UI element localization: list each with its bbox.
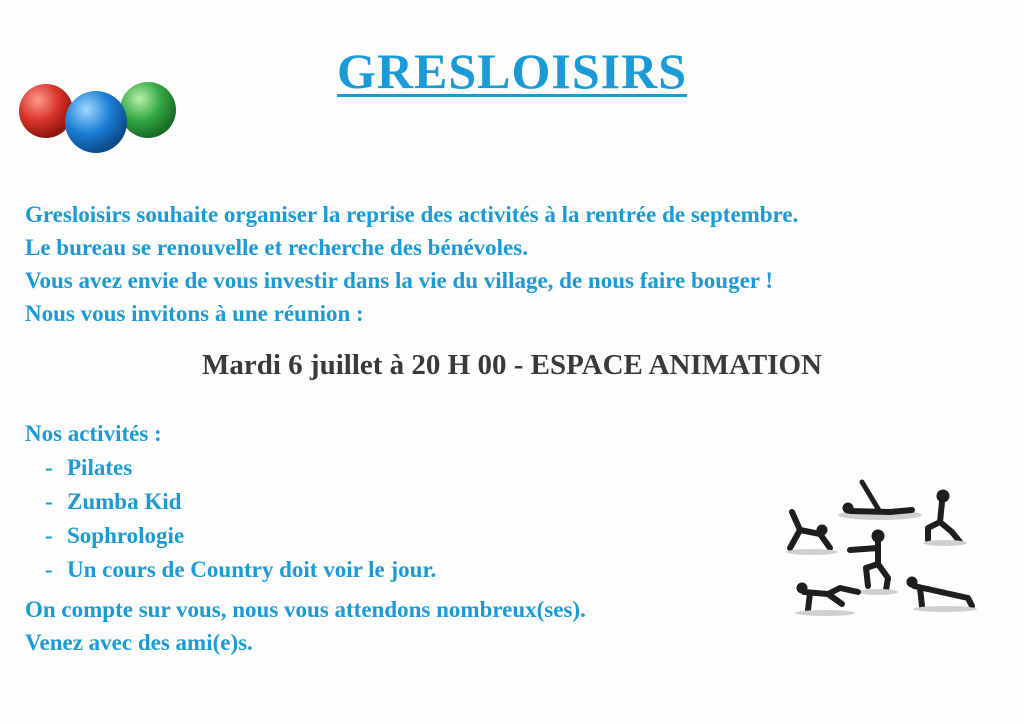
- closing-line: On compte sur vous, nous vous attendons nombreux(ses).: [25, 597, 586, 622]
- intro-line: Le bureau se renouvelle et recherche des bénévoles.: [25, 235, 528, 260]
- activities-list: [25, 451, 725, 587]
- activities-section: [25, 417, 725, 587]
- intro-line: Gresloisirs souhaite organiser la reprise des activités à la rentrée de septembre.: [25, 202, 799, 227]
- closing-paragraph: [25, 593, 785, 659]
- activity-label: Un cours de Country doit voir le jour.: [67, 557, 437, 582]
- activity-label: Sophrologie: [67, 523, 185, 548]
- list-item: - Un cours de Country doit voir le jour.: [45, 557, 437, 582]
- intro-line: Nous vous invitons à une réunion :: [25, 301, 364, 326]
- activities-heading: Nos activités :: [25, 421, 162, 446]
- intro-line: Vous avez envie de vous investir dans la vie du village, de nous faire bouger !: [25, 268, 773, 293]
- list-item: - Zumba Kid: [45, 489, 182, 514]
- page-title: GRESLOISIRS: [336, 43, 688, 99]
- activity-label: Zumba Kid: [67, 489, 182, 514]
- intro-paragraph: [25, 198, 1015, 330]
- list-item: - Sophrologie: [45, 523, 185, 548]
- closing-line: Venez avec des ami(e)s.: [25, 630, 253, 655]
- list-item: - Pilates: [45, 455, 133, 480]
- exercise-silhouettes-icon: [780, 470, 980, 630]
- activity-label: Pilates: [67, 455, 133, 480]
- meeting-announcement: Mardi 6 juillet à 20 H 00 - ESPACE ANIMATION: [201, 349, 822, 381]
